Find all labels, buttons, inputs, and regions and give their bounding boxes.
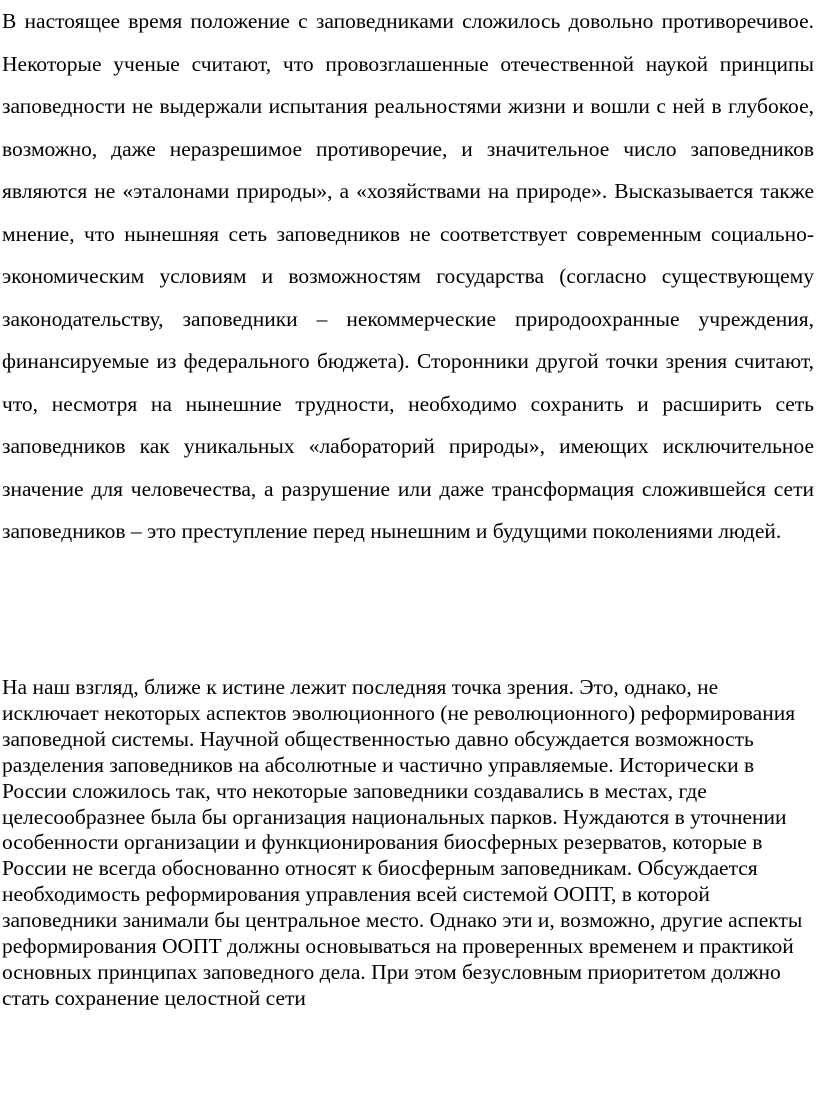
paragraph-1: В настоящее время положение с заповедниками сложилось довольно противоречивое. Некоторые ученые считают, что провозглашенные отечественной наукой принципы заповедности не выдержали испытания реальностями жизни и вошли с ней в глубокое, возможно, даже неразрешимое противоречие, и значительное число заповедников являются не «эталонами природы», а «хозяйствами на природе». Высказывается также мнение, что нынешняя сеть заповедников не соответствует современным социально-экономическим условиям и возможностям государства (согласно существующему законодательству, заповедники – некоммерческие природоохранные учреждения, финансируемые из федерального бюджета). Сторонники другой точки зрения считают, что, несмотря на нынешние трудности, необходимо сохранить и расширить сеть заповедников как уникальных «лабораторий природы», имеющих исключительное значение для человечества, а разрушение или даже трансформация сложившейся сети заповедников – это преступление перед нынешним и будущими поколениями людей. bbox=[2, 9, 814, 543]
paragraph-2: На наш взгляд, ближе к истине лежит последняя точка зрения. Это, однако, не исключает некоторых аспектов эволюционного (не революционного) реформирования заповедной системы. Научной общественностью давно обсуждается возможность разделения заповедников на абсолютные и частично управляемые. Исторически в России сложилось так, что некоторые заповедники создавались в местах, где целесообразнее была бы организация национальных парков. Нуждаются в уточнении особенности организации и функционирования биосферных резерватов, которые в России не всегда обоснованно относят к биосферным заповедникам. Обсуждается необходимость реформирования управления всей системой ООПТ, в которой заповедники занимали бы центральное место. Однако эти и, возможно, другие аспекты реформирования ООПТ должны основываться на проверенных временем и практикой основных принципах заповедного дела. При этом безусловным приоритетом должно стать сохранение целостной сети bbox=[2, 675, 803, 1010]
